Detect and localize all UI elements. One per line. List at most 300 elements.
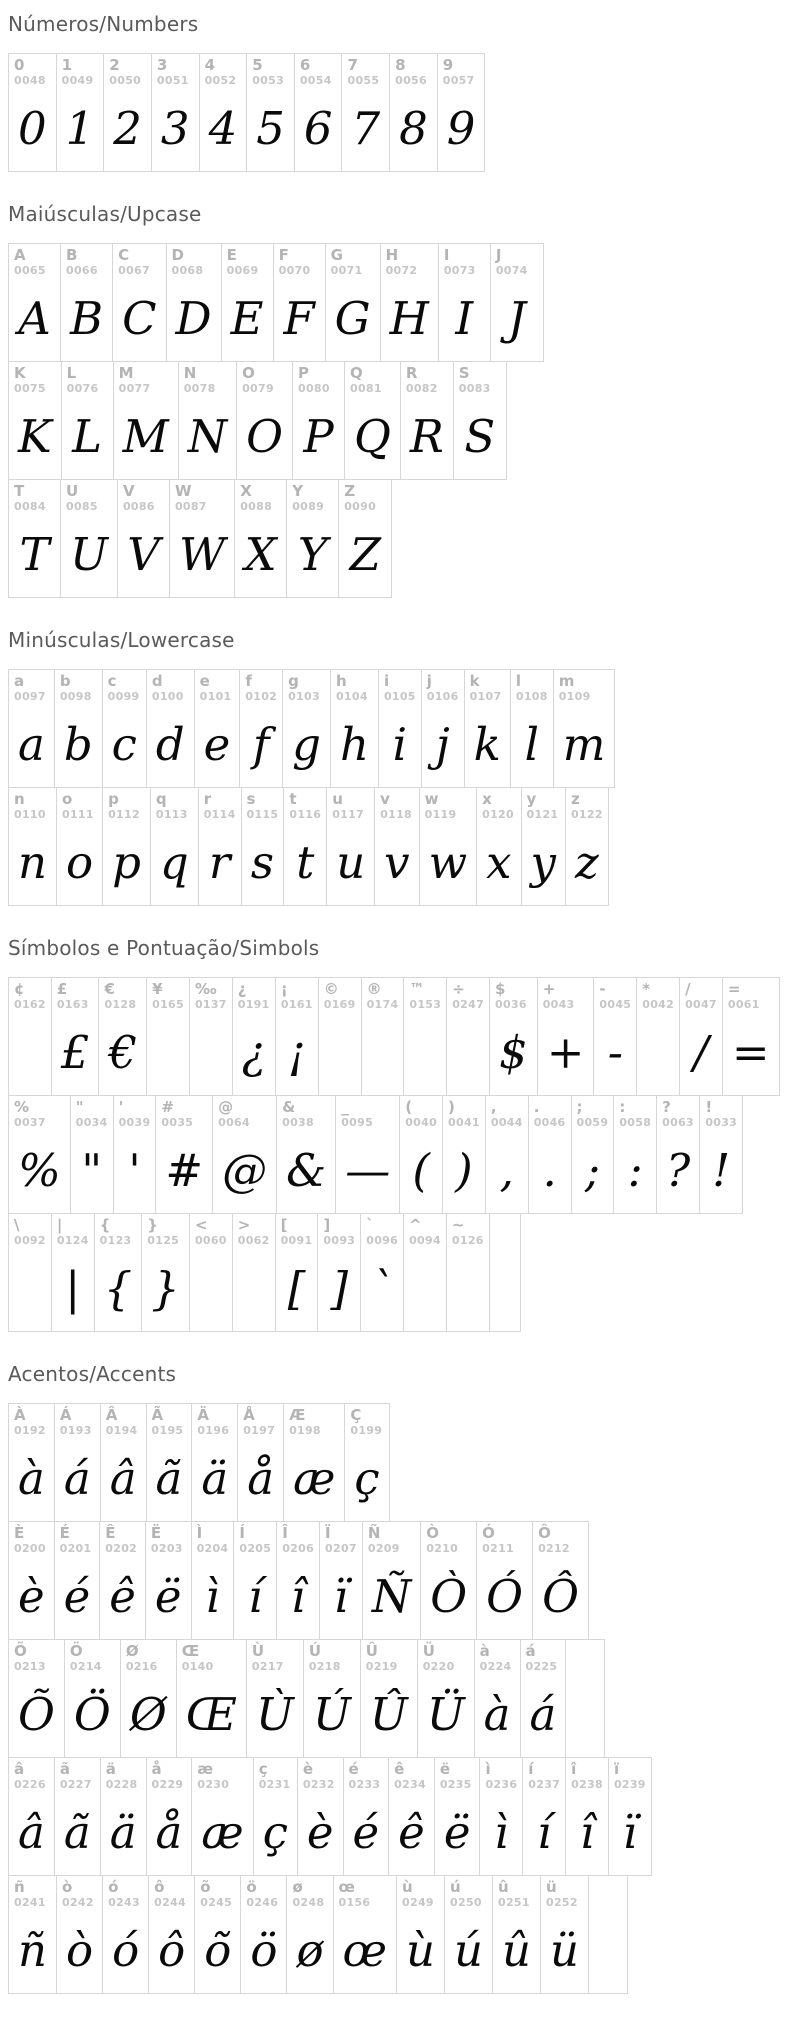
char-label: :	[619, 1098, 626, 1116]
char-label: Æ	[289, 1406, 306, 1424]
char-label: è	[302, 1760, 314, 1778]
char-glyph: V	[127, 528, 160, 581]
char-code: 0082	[405, 382, 438, 396]
char-glyph: (	[412, 1144, 430, 1197]
char-code: 0196	[197, 1424, 230, 1438]
char-label: ã	[59, 1760, 70, 1778]
char-glyph: y	[530, 836, 556, 889]
char-code: 0217	[251, 1660, 284, 1674]
char-code: 0239	[613, 1778, 646, 1792]
glyph-cell	[55, 1404, 101, 1521]
char-glyph: æ	[201, 1806, 244, 1859]
char-label: F	[278, 246, 289, 264]
char-label: å	[151, 1760, 162, 1778]
glyph-cell	[55, 1758, 101, 1875]
char-glyph: Ü	[426, 1688, 465, 1741]
char-glyph: ô	[158, 1924, 186, 1977]
glyph-cell	[381, 244, 439, 361]
char-glyph: é	[63, 1570, 91, 1623]
char-label: `	[366, 1216, 374, 1234]
glyph-cell	[490, 1214, 520, 1331]
char-label: Ô	[538, 1524, 551, 1542]
char-code: 0048	[14, 74, 46, 88]
char-label: >	[237, 1216, 251, 1234]
char-label: ñ	[14, 1878, 25, 1896]
char-label: x	[482, 790, 492, 808]
char-code: 0238	[571, 1778, 603, 1792]
char-code: 0118	[380, 808, 412, 822]
glyph-cell	[114, 1096, 157, 1213]
char-glyph: D	[175, 292, 212, 345]
char-code: 0231	[258, 1778, 291, 1792]
char-glyph: z	[575, 836, 599, 889]
char-code: 0044	[490, 1116, 523, 1130]
char-glyph: /	[693, 1026, 709, 1079]
char-glyph: $	[499, 1026, 528, 1079]
char-code: 0201	[59, 1542, 92, 1556]
glyph-cell	[445, 1876, 493, 1993]
char-glyph: J	[507, 292, 526, 345]
glyph-cell	[200, 54, 248, 171]
glyph-cell	[345, 1404, 388, 1521]
char-glyph: u	[336, 836, 366, 889]
glyph-row	[8, 1213, 521, 1332]
char-label: #	[161, 1098, 174, 1116]
char-code: 0034	[75, 1116, 108, 1130]
char-glyph: 7	[351, 102, 381, 155]
char-label: w	[424, 790, 439, 808]
glyph-cell	[167, 244, 222, 361]
char-code: 0227	[59, 1778, 92, 1792]
char-code: 0062	[237, 1234, 270, 1248]
glyph-cell	[401, 362, 454, 479]
char-label: Û	[365, 1642, 378, 1660]
char-glyph: ç	[262, 1806, 288, 1859]
char-code: 0042	[642, 998, 675, 1012]
char-glyph: g	[292, 718, 321, 771]
glyph-cell	[9, 362, 62, 479]
glyph-cell	[397, 1876, 445, 1993]
glyph-cell	[723, 978, 779, 1095]
glyph-cell	[521, 1640, 567, 1757]
char-glyph: A	[18, 292, 51, 345]
char-label: ‰	[194, 980, 217, 998]
glyph-cell	[422, 670, 465, 787]
glyph-cell	[61, 244, 113, 361]
char-glyph: ø	[296, 1924, 324, 1977]
char-label: V	[122, 482, 135, 500]
glyph-cell	[342, 54, 390, 171]
glyph-cell	[533, 1522, 588, 1639]
glyph-cell	[657, 1096, 700, 1213]
char-code: 0070	[278, 264, 311, 278]
char-glyph: á	[63, 1452, 91, 1505]
char-glyph: Ú	[312, 1688, 351, 1741]
glyph-cell	[477, 1522, 533, 1639]
char-glyph: n	[18, 836, 47, 889]
char-label: ÷	[452, 980, 465, 998]
char-code: 0080	[297, 382, 330, 396]
char-label: @	[218, 1098, 234, 1116]
char-glyph: Ô	[542, 1570, 579, 1623]
glyph-cell	[276, 978, 319, 1095]
glyph-cell	[283, 670, 331, 787]
char-label: õ	[200, 1878, 211, 1896]
char-glyph: w	[428, 836, 468, 889]
char-glyph: "	[81, 1144, 103, 1197]
glyph-cell	[594, 978, 637, 1095]
char-label: a	[14, 672, 25, 690]
char-label: Ì	[196, 1524, 203, 1542]
glyph-cell	[304, 1640, 361, 1757]
char-label: ~	[451, 1216, 465, 1234]
char-glyph: å	[247, 1452, 275, 1505]
char-label: ¿	[237, 980, 247, 998]
glyph-cell	[400, 1096, 443, 1213]
char-label: Ò	[426, 1524, 440, 1542]
char-code: 0236	[485, 1778, 518, 1792]
char-code: 0083	[458, 382, 491, 396]
glyph-cell	[247, 54, 295, 171]
char-label: S	[458, 364, 470, 382]
glyph-cell	[274, 244, 326, 361]
char-code: 0069	[226, 264, 259, 278]
char-code: 0117	[332, 808, 365, 822]
char-code: 0124	[56, 1234, 89, 1248]
char-label: R	[405, 364, 418, 382]
char-label: +	[542, 980, 556, 998]
char-glyph: i	[392, 718, 408, 771]
char-label: È	[14, 1524, 25, 1542]
char-label: d	[151, 672, 163, 690]
glyph-cell	[234, 1522, 277, 1639]
char-glyph: P	[303, 410, 334, 463]
char-label: W	[174, 482, 192, 500]
glyph-row	[8, 1521, 589, 1640]
char-glyph: ç	[354, 1452, 380, 1505]
char-code: 0156	[338, 1896, 371, 1910]
char-code: 0229	[151, 1778, 184, 1792]
char-label: v	[380, 790, 390, 808]
char-glyph: å	[155, 1806, 183, 1859]
glyph-cell	[195, 670, 241, 787]
char-label: r	[203, 790, 212, 808]
char-code: 0096	[366, 1234, 399, 1248]
char-code: 0088	[240, 500, 273, 514]
char-label: E	[226, 246, 237, 264]
char-code: 0120	[482, 808, 514, 822]
char-label: m	[558, 672, 575, 690]
char-code: 0091	[280, 1234, 313, 1248]
char-code: 0095	[341, 1116, 374, 1130]
glyph-cell	[614, 1096, 657, 1213]
char-label: Ç	[350, 1406, 362, 1424]
char-label: Ú	[308, 1642, 322, 1660]
glyph-cell	[420, 788, 478, 905]
glyph-cell	[9, 1640, 65, 1757]
char-code: 0066	[66, 264, 98, 278]
char-label: H	[385, 246, 399, 264]
char-code: 0097	[14, 690, 46, 704]
char-label: ä	[105, 1760, 116, 1778]
char-glyph: ë	[154, 1570, 182, 1623]
char-code: 0163	[56, 998, 89, 1012]
char-glyph: —	[345, 1144, 391, 1197]
char-label: ô	[154, 1878, 165, 1896]
char-label: ]	[323, 1216, 331, 1234]
char-glyph: ì	[205, 1570, 220, 1623]
char-glyph: k	[473, 718, 501, 771]
char-label: B	[66, 246, 78, 264]
glyph-cell	[95, 1214, 143, 1331]
glyph-cell	[295, 54, 343, 171]
char-code: 0039	[118, 1116, 151, 1130]
char-label: "	[75, 1098, 84, 1116]
char-code: 0094	[409, 1234, 441, 1248]
char-label: *	[642, 980, 651, 998]
char-glyph: Y	[297, 528, 328, 581]
char-code: 0079	[242, 382, 274, 396]
char-code: 0106	[426, 690, 459, 704]
glyph-row	[8, 1875, 628, 1994]
char-code: 0060	[194, 1234, 227, 1248]
char-label: $	[495, 980, 506, 998]
char-glyph	[319, 1013, 361, 1095]
glyph-row	[8, 53, 485, 172]
char-label: É	[59, 1524, 70, 1542]
char-code: 0064	[218, 1116, 250, 1130]
char-label: Â	[105, 1406, 118, 1424]
char-label: ù	[402, 1878, 413, 1896]
glyph-cell	[240, 670, 283, 787]
glyph-cell	[566, 788, 608, 905]
char-glyph: Ù	[255, 1688, 294, 1741]
glyph-cell	[523, 1758, 566, 1875]
glyph-cell	[572, 1096, 615, 1213]
section-title: Números/Numbers	[8, 12, 199, 36]
char-label: X	[240, 482, 252, 500]
char-glyph	[9, 1013, 51, 1095]
char-code: 0140	[181, 1660, 214, 1674]
char-glyph: o	[65, 836, 94, 889]
char-label: C	[118, 246, 130, 264]
char-glyph: [	[287, 1262, 306, 1315]
char-code: 0072	[385, 264, 418, 278]
charmap-section	[8, 628, 810, 906]
char-glyph: í	[536, 1806, 552, 1859]
glyph-cell	[237, 362, 293, 479]
glyph-cell	[147, 1758, 193, 1875]
char-glyph: X	[244, 528, 277, 581]
char-code: 0248	[292, 1896, 325, 1910]
char-glyph: I	[455, 292, 474, 345]
char-glyph: 3	[160, 102, 190, 155]
char-label: Å	[243, 1406, 255, 1424]
char-code: 0213	[14, 1660, 46, 1674]
char-code: 0242	[61, 1896, 94, 1910]
char-glyph	[190, 1013, 232, 1095]
char-glyph: ó	[112, 1924, 140, 1977]
char-label: Î	[282, 1524, 288, 1542]
char-glyph: €	[108, 1026, 138, 1079]
glyph-cell	[404, 978, 447, 1095]
char-glyph: a	[18, 718, 45, 771]
glyph-cell	[390, 54, 438, 171]
char-glyph: Q	[353, 410, 391, 463]
char-glyph: %	[18, 1144, 61, 1197]
section-title: Minúsculas/Lowercase	[8, 628, 235, 652]
char-code: 0250	[450, 1896, 482, 1910]
char-code: 0090	[344, 500, 377, 514]
char-code: 0100	[151, 690, 184, 704]
charmap-section	[8, 936, 810, 1332]
glyph-cell	[421, 1522, 477, 1639]
char-glyph: í	[248, 1570, 263, 1623]
glyph-cell	[190, 978, 233, 1095]
glyph-cell	[52, 978, 100, 1095]
char-glyph	[447, 1013, 489, 1095]
char-label: c	[107, 672, 117, 690]
char-code: 0224	[479, 1660, 512, 1674]
char-code: 0191	[237, 998, 270, 1012]
char-glyph: ì	[494, 1806, 509, 1859]
glyph-cell	[254, 1758, 298, 1875]
char-glyph	[637, 1013, 679, 1095]
char-label: f	[245, 672, 252, 690]
glyph-cell	[238, 1404, 284, 1521]
char-label: N	[183, 364, 197, 382]
char-label: h	[335, 672, 347, 690]
char-code: 0038	[282, 1116, 314, 1130]
glyph-cell	[9, 978, 52, 1095]
char-code: 0230	[197, 1778, 230, 1792]
char-glyph: â	[18, 1806, 45, 1859]
char-code: 0107	[469, 690, 502, 704]
char-code: 0113	[155, 808, 188, 822]
char-code: 0108	[515, 690, 548, 704]
char-label: Y	[292, 482, 304, 500]
char-code: 0114	[203, 808, 236, 822]
char-glyph	[490, 1219, 520, 1331]
char-glyph: ï	[622, 1806, 638, 1859]
char-label: K	[14, 364, 26, 382]
char-label: Ù	[251, 1642, 265, 1660]
char-code: 0081	[349, 382, 382, 396]
char-glyph: K	[18, 410, 52, 463]
char-label: €	[104, 980, 115, 998]
char-glyph: s	[250, 836, 274, 889]
char-code: 0053	[252, 74, 285, 88]
char-code: 0247	[452, 998, 485, 1012]
glyph-cell	[55, 1522, 101, 1639]
char-glyph: +	[546, 1026, 585, 1079]
char-code: 0202	[105, 1542, 138, 1556]
char-code: 0093	[323, 1234, 356, 1248]
glyph-cell	[493, 1876, 541, 1993]
char-code: 0054	[299, 74, 332, 88]
char-glyph: ¡	[287, 1026, 306, 1079]
glyph-cell	[477, 788, 521, 905]
char-label: à	[479, 1642, 490, 1660]
glyph-cell	[680, 978, 723, 1095]
char-glyph: =	[731, 1026, 770, 1079]
char-code: 0252	[546, 1896, 578, 1910]
char-label: á	[525, 1642, 536, 1660]
char-code: 0055	[347, 74, 380, 88]
section-title: Símbolos e Pontuação/Simbols	[8, 936, 320, 960]
glyph-cell	[235, 480, 287, 597]
glyph-cell	[287, 1876, 333, 1993]
char-glyph: m	[562, 718, 606, 771]
char-glyph: ü	[550, 1924, 579, 1977]
glyph-cell	[554, 670, 615, 787]
char-label: 7	[347, 56, 358, 74]
glyph-cell	[9, 1096, 71, 1213]
glyph-cell	[319, 978, 362, 1095]
char-glyph	[447, 1249, 489, 1331]
glyph-cell	[361, 1214, 404, 1331]
glyph-cell	[55, 670, 103, 787]
glyph-cell	[637, 978, 680, 1095]
char-label: Ö	[69, 1642, 83, 1660]
char-glyph: ã	[155, 1452, 183, 1505]
char-glyph: ;	[584, 1144, 601, 1197]
char-glyph: '	[128, 1144, 141, 1197]
char-code: 0210	[426, 1542, 459, 1556]
char-label: Õ	[14, 1642, 27, 1660]
char-code: 0220	[422, 1660, 455, 1674]
glyph-cell	[104, 54, 152, 171]
char-glyph: 1	[65, 102, 95, 155]
char-label: 8	[395, 56, 406, 74]
char-label: 3	[156, 56, 168, 74]
glyph-cell	[566, 1640, 604, 1757]
char-label: Ã	[151, 1406, 164, 1424]
char-label: 4	[204, 56, 215, 74]
glyph-cell	[334, 1876, 398, 1993]
charmap-section	[8, 1362, 810, 1994]
char-code: 0161	[280, 998, 313, 1012]
char-label: Ê	[105, 1524, 116, 1542]
char-code: 0233	[348, 1778, 381, 1792]
glyph-cell	[379, 670, 422, 787]
glyph-cell	[152, 54, 200, 171]
char-label: û	[498, 1878, 509, 1896]
char-code: 0065	[14, 264, 46, 278]
glyph-cell	[361, 1640, 418, 1757]
char-glyph: E	[230, 292, 264, 345]
char-glyph: ä	[201, 1452, 229, 1505]
char-glyph: `	[370, 1262, 394, 1315]
glyph-cell	[345, 362, 401, 479]
char-glyph: v	[384, 836, 410, 889]
glyph-cell	[435, 1758, 481, 1875]
char-code: 0041	[448, 1116, 480, 1130]
glyph-cell	[233, 978, 276, 1095]
char-glyph: !	[712, 1144, 731, 1197]
glyph-row	[8, 1403, 390, 1522]
char-label: \	[14, 1216, 20, 1234]
char-label: }	[147, 1216, 158, 1234]
char-label: P	[297, 364, 309, 382]
char-glyph: c	[111, 718, 137, 771]
char-code: 0218	[308, 1660, 341, 1674]
char-code: 0123	[99, 1234, 132, 1248]
char-glyph: R	[409, 410, 444, 463]
char-glyph: T	[19, 528, 50, 581]
char-code: 0050	[109, 74, 142, 88]
glyph-cell	[9, 1522, 55, 1639]
